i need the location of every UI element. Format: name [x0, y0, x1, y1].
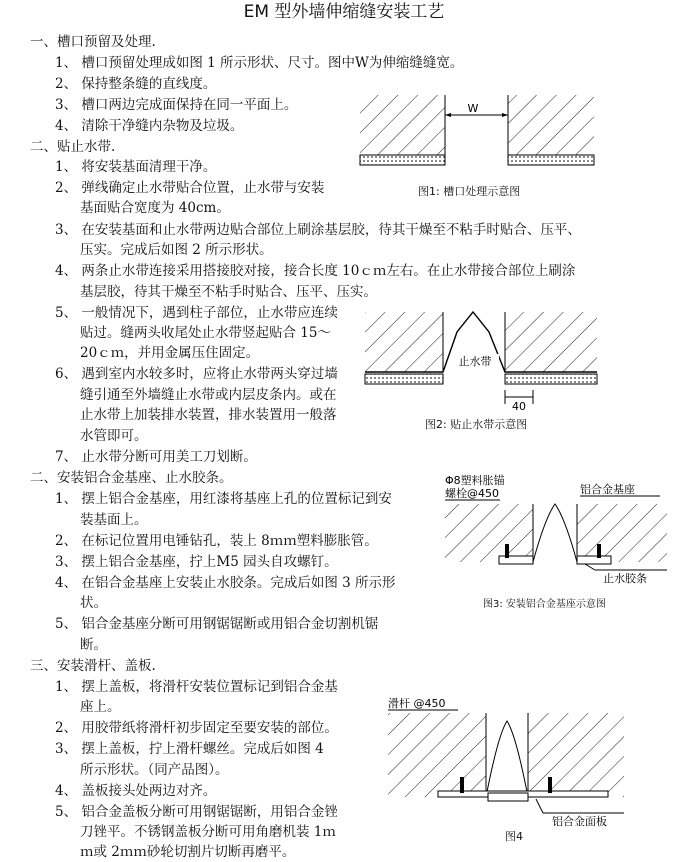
rod-label: 滑杆 @450 — [388, 697, 446, 710]
dimension-label: 40 — [512, 400, 526, 413]
list-item: 1、 将安装基面清理干净。 — [55, 159, 217, 175]
list-item: 2、 用胶带纸将滑杆初步固定至要安装的部位。 — [55, 720, 338, 736]
figure-2-caption: 图2: 贴止水带示意图 — [425, 418, 528, 431]
section-heading-2: 二、贴止水带. — [30, 139, 116, 155]
list-item: 4、 两条止水带连接采用搭接胶对接，接合长度 10ｃｍ左右。在止水带接合部位上刷涂 — [55, 263, 576, 279]
figure-1-slot-diagram — [358, 95, 598, 175]
page-title: EM 型外墙伸缩缝安装工艺 — [243, 2, 445, 22]
figure-4-cover-diagram — [388, 695, 628, 828]
figure-2-waterstop-diagram — [365, 312, 615, 412]
list-item: 2、 保持整条缝的直线度。 — [55, 76, 217, 92]
waterstop-label: 止水带 — [458, 355, 492, 368]
section-heading-3: 二、安装铝合金基座、止水胶条。 — [30, 470, 233, 486]
list-item-cont: 状。 — [80, 595, 107, 611]
width-label: W — [467, 102, 479, 115]
list-item-cont: 压实。完成后如图 2 所示形状。 — [80, 242, 273, 258]
list-item-cont: 止水带上加装排水装置，排水装置用一般落 — [80, 407, 337, 423]
list-item: 1、 摆上盖板，将滑杆安装位置标记到铝合金基 — [55, 679, 338, 695]
section-heading-1: 一、槽口预留及处理. — [30, 34, 156, 50]
list-item-cont: 所示形状。（同产品图）。 — [80, 762, 229, 778]
list-item: 5、 一般情况下，遇到柱子部位，止水带应连续 — [55, 305, 338, 321]
list-item: 3、 摆上盖板，拧上滑杆螺丝。完成后如图 4 — [55, 741, 324, 757]
figure-1-caption: 图1: 槽口处理示意图 — [418, 185, 521, 198]
figure-4-caption: 图4 — [505, 830, 523, 843]
list-item-cont: 基层胶，待其干燥至不粘手时贴合、压平、压实。 — [80, 284, 377, 300]
list-item-cont: 缝引通至外墙缝止水带或内层皮条内。或在 — [80, 387, 337, 403]
anchor-label-1: Φ8塑料胀锚 — [445, 474, 505, 487]
list-item-cont: 刀锉平。不锈钢盖板分断可用角磨机装 1ｍ — [80, 824, 336, 840]
list-item: 4、 盖板接头处两边对齐。 — [55, 783, 217, 799]
list-item-cont: 基面贴合宽度为 40cm。 — [80, 200, 230, 216]
figure-3-caption: 图3: 安装铝合金基座示意图 — [483, 599, 606, 610]
list-item-cont: 断。 — [80, 637, 107, 653]
figure-3-base-diagram — [445, 474, 675, 588]
base-label: 铝合金基座 — [580, 483, 635, 496]
section-heading-4: 三、安装滑杆、盖板. — [30, 658, 156, 674]
list-item: 3、 在安装基面和止水带两边贴合部位上刷涂基层胶，待其干燥至不粘手时贴合、压平、 — [55, 222, 581, 238]
list-item: 3、 摆上铝合金基座，拧上M5 园头自攻螺钉。 — [55, 554, 338, 570]
list-item-cont: 贴过。缝两头收尾处止水带竖起贴合 15～ — [80, 325, 331, 341]
cover-label: 铝合金面板 — [552, 815, 607, 828]
list-item-cont: 装基面上。 — [80, 512, 148, 528]
list-item: 4、 在铝合金基座上安装止水胶条。完成后如图 3 所示形 — [55, 575, 396, 591]
list-item: 2、 弹线确定止水带贴合位置，止水带与安装 — [55, 180, 325, 196]
list-item: 4、 清除干净缝内杂物及垃圾。 — [55, 118, 244, 134]
list-item: 7、 止水带分断可用美工刀划断。 — [55, 449, 257, 465]
list-item: 6、 遇到室内水较多时，应将止水带两头穿过墙 — [55, 366, 338, 382]
list-item-cont: 20ｃｍ，并用金属压住固定。 — [80, 345, 260, 361]
list-item: 5、 铝合金基座分断可用钢锯锯断或用铝合金切割机锯 — [55, 616, 379, 632]
list-item: 2、 在标记位置用电锤钻孔，装上 8ｍｍ塑料膨胀管。 — [55, 533, 378, 549]
list-item: 5、 铝合金盖板分断可用钢锯锯断，用铝合金锉 — [55, 804, 338, 820]
list-item-cont: 水管即可。 — [80, 428, 148, 444]
seal-label: 止水胶条 — [603, 572, 647, 585]
list-item-cont: 座上。 — [80, 699, 121, 715]
list-item: 1、 摆上铝合金基座，用红漆将基座上孔的位置标记到安 — [55, 491, 392, 507]
list-item: 1、 槽口预留处理成如图 1 所示形状、尺寸。图中W为伸缩缝缝宽。 — [55, 55, 464, 71]
anchor-label-2: 螺栓@450 — [445, 487, 499, 500]
list-item: 3、 槽口两边完成面保持在同一平面上。 — [55, 97, 298, 113]
list-item-cont: ｍ或 2ｍｍ砂轮切割片切断再磨平。 — [80, 844, 296, 860]
